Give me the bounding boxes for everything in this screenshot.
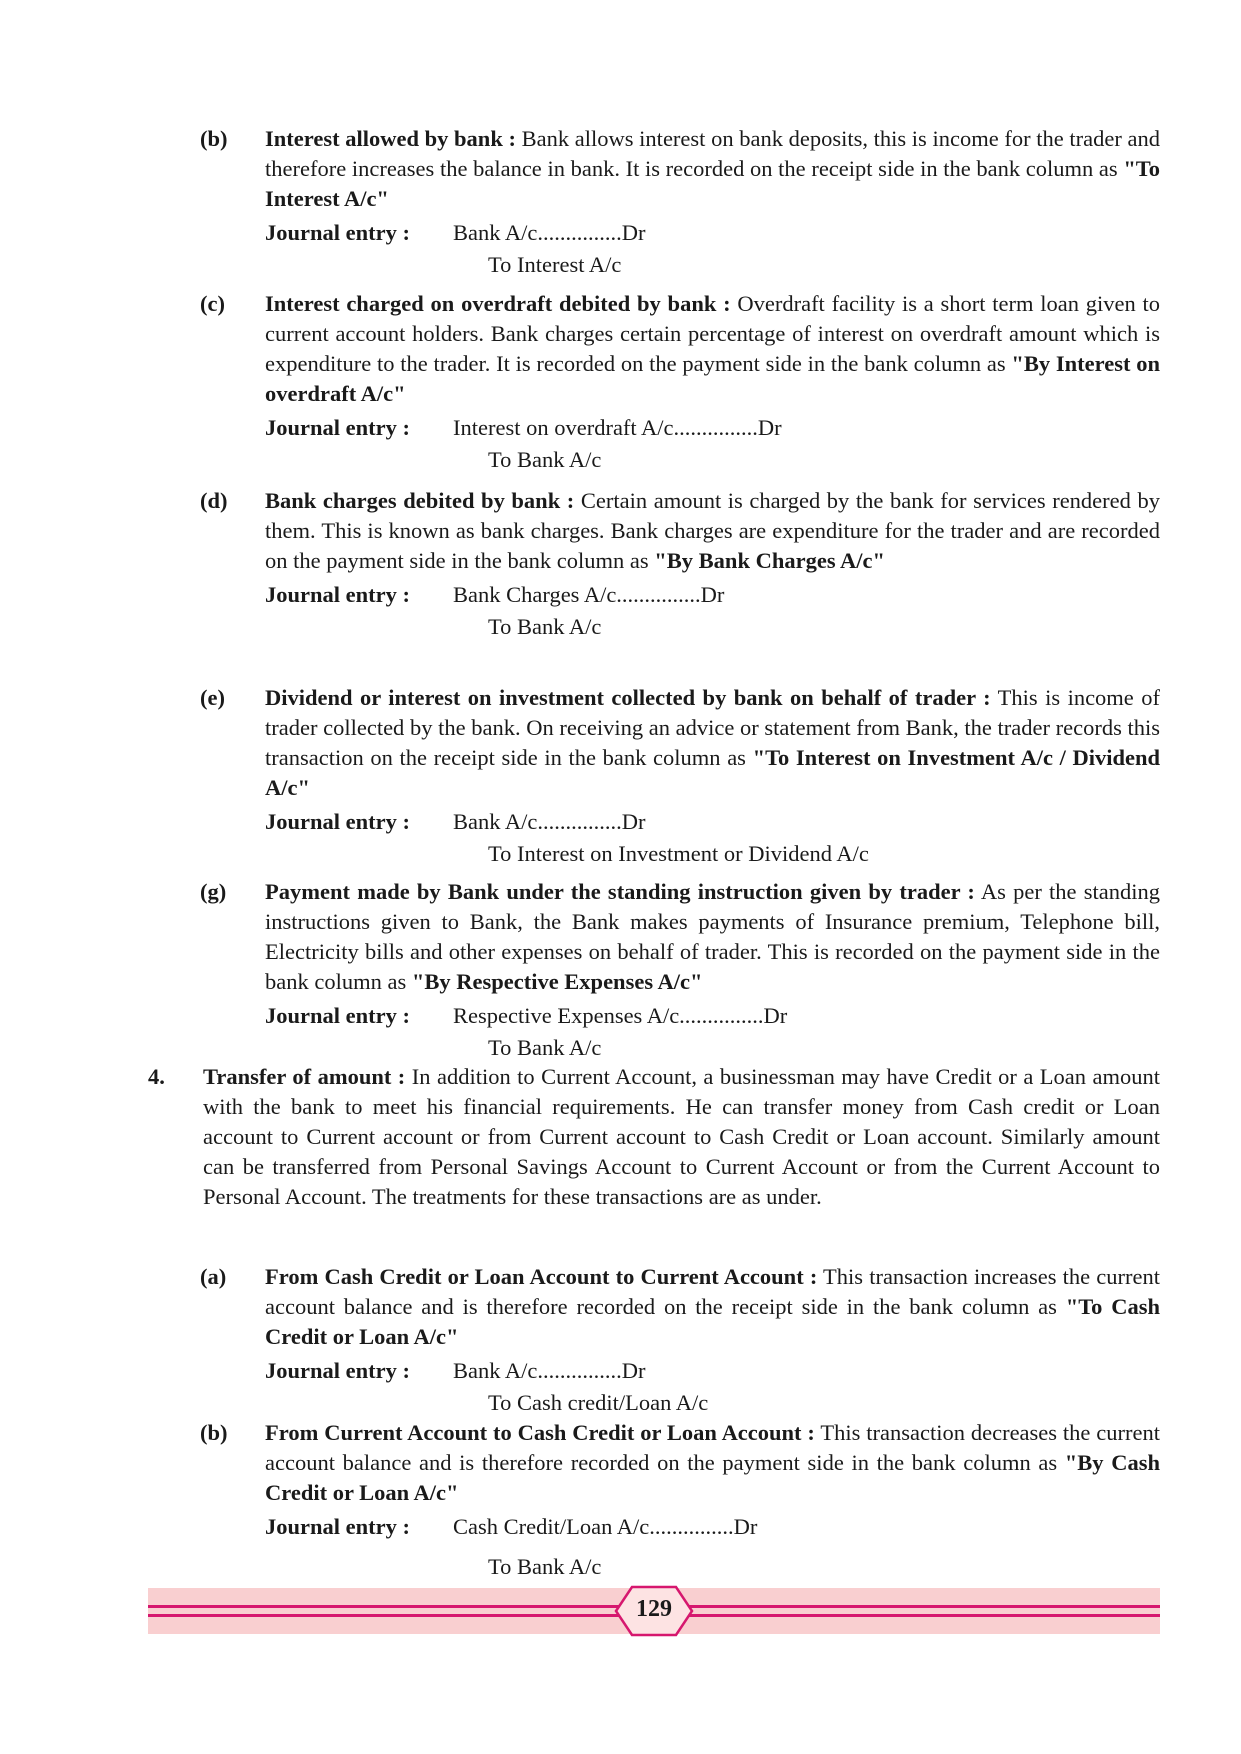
item-quote: "By Respective Expenses A/c" <box>411 969 703 994</box>
journal-credit: To Bank A/c <box>488 614 602 639</box>
journal-entry <box>265 1001 1160 1031</box>
item-label: (e) <box>200 685 225 710</box>
item-heading: Bank charges debited by bank : <box>265 488 575 513</box>
item-label: (c) <box>200 291 225 316</box>
journal-debit: Respective Expenses A/c...............Dr <box>453 1003 788 1028</box>
item-body <box>265 486 1160 576</box>
item-text: Bank allows interest on bank deposits, this is income for the trader and therefore increases the balance in bank. It is recorded on the receipt side in the bank column as <box>265 126 1160 181</box>
item-body <box>265 1418 1160 1508</box>
item-heading: From Cash Credit or Loan Account to Current Account : <box>265 1264 818 1289</box>
item-heading: From Current Account to Cash Credit or Loan Account : <box>265 1420 815 1445</box>
item-body <box>265 683 1160 803</box>
item-label: (g) <box>200 879 227 904</box>
item-label: (d) <box>200 488 228 513</box>
journal-credit: To Bank A/c <box>488 1035 602 1060</box>
section-number: 4. <box>148 1064 165 1089</box>
journal-debit: Bank Charges A/c...............Dr <box>453 582 725 607</box>
section-heading: Transfer of amount : <box>203 1064 406 1089</box>
section-transfer-of-amount <box>148 1062 1160 1212</box>
journal-debit: Bank A/c...............Dr <box>453 809 646 834</box>
item-heading: Interest allowed by bank : <box>265 126 516 151</box>
journal-entry <box>265 413 1160 443</box>
item-heading: Payment made by Bank under the standing instruction given by trader : <box>265 879 975 904</box>
item-quote: "By Cash Credit or Loan A/c" <box>265 1450 1160 1505</box>
item-g-standing-instruction <box>200 877 1160 1063</box>
item-text: As per the standing instructions given to Bank, the Bank makes payments of Insurance premium, Telephone bill, Electricity bills and other expenses on behalf of trader. This is recorded on the payment side in the bank column as <box>265 879 1160 994</box>
item-heading: Interest charged on overdraft debited by bank : <box>265 291 731 316</box>
subitem-a-cash-credit-to-current <box>200 1262 1160 1418</box>
page-number: 129 <box>636 1596 672 1622</box>
journal-credit: To Bank A/c <box>488 447 602 472</box>
item-b-interest-allowed <box>200 124 1160 280</box>
item-label: (b) <box>200 1420 228 1445</box>
item-body <box>265 1262 1160 1352</box>
item-quote: "To Cash Credit or Loan A/c" <box>265 1294 1161 1349</box>
journal-debit: Bank A/c...............Dr <box>453 220 646 245</box>
journal-credit: To Bank A/c <box>488 1554 602 1579</box>
journal-entry-label: Journal entry : <box>265 582 410 607</box>
journal-entry-label: Journal entry : <box>265 1003 410 1028</box>
item-quote: "To Interest on Investment A/c / Dividend A/c" <box>265 745 1161 800</box>
item-body <box>265 124 1160 214</box>
journal-entry <box>265 1512 1160 1542</box>
item-text: Certain amount is charged by the bank for services rendered by them. This is known as bank charges. Bank charges are expenditure for the trader and are recorded on the payment side in the bank column as <box>265 488 1160 573</box>
item-text: This transaction decreases the current account balance and is therefore recorded on the payment side in the bank column as <box>265 1420 1160 1475</box>
journal-entry <box>265 218 1160 248</box>
item-text: Overdraft facility is a short term loan given to current account holders. Bank charges certain percentage of interest on overdraft amount which is expenditure to the trader. It is recorded on the payment side in the bank column as <box>265 291 1161 376</box>
journal-credit: To Interest A/c <box>488 252 622 277</box>
page-footer <box>148 1588 1160 1634</box>
journal-debit: Cash Credit/Loan A/c...............Dr <box>453 1514 758 1539</box>
item-quote: "To Interest A/c" <box>265 156 1160 211</box>
item-d-bank-charges <box>200 486 1160 642</box>
subitem-b-current-to-cash-credit <box>200 1418 1160 1582</box>
journal-entry-label: Journal entry : <box>265 415 410 440</box>
item-body <box>265 289 1160 409</box>
item-text: This transaction increases the current account balance and is therefore recorded on the receipt side in the bank column as <box>265 1264 1160 1319</box>
journal-entry <box>265 807 1160 837</box>
item-e-dividend-interest <box>200 683 1160 869</box>
item-text: This is income of trader collected by the bank. On receiving an advice or statement from Bank, the trader records this transaction on the receipt side in the bank column as <box>265 685 1160 770</box>
journal-entry-label: Journal entry : <box>265 220 410 245</box>
journal-debit: Interest on overdraft A/c...............Dr <box>453 415 782 440</box>
journal-credit: To Interest on Investment or Dividend A/c <box>488 841 869 866</box>
journal-credit: To Cash credit/Loan A/c <box>488 1390 709 1415</box>
item-heading: Dividend or interest on investment collected by bank on behalf of trader : <box>265 685 991 710</box>
journal-entry <box>265 580 1160 610</box>
section-text: In addition to Current Account, a businessman may have Credit or a Loan amount with the bank to meet his financial requirements. He can transfer money from Cash credit or Loan account to Current account or from Current account to Cash Credit or Loan account. Similarly amount can be transferred from Personal Savings Account to Current Account or from the Current Account to Personal Account. The treatments for these transactions are as under. <box>203 1064 1160 1209</box>
section-body <box>203 1062 1160 1212</box>
item-label: (a) <box>200 1264 227 1289</box>
item-quote: "By Interest on overdraft A/c" <box>265 351 1160 406</box>
journal-entry-label: Journal entry : <box>265 1358 410 1383</box>
journal-entry-label: Journal entry : <box>265 1514 410 1539</box>
journal-entry <box>265 1356 1160 1386</box>
item-c-interest-overdraft <box>200 289 1160 475</box>
item-body <box>265 877 1160 997</box>
journal-debit: Bank A/c...............Dr <box>453 1358 646 1383</box>
item-label: (b) <box>200 126 228 151</box>
journal-entry-label: Journal entry : <box>265 809 410 834</box>
item-quote: "By Bank Charges A/c" <box>654 548 885 573</box>
